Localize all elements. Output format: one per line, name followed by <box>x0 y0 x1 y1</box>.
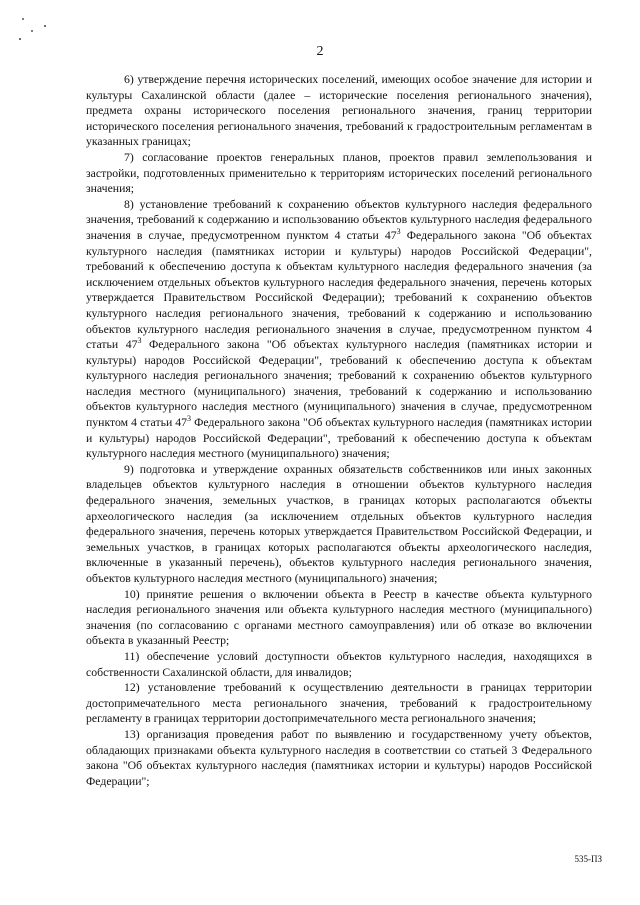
scan-speck <box>44 25 46 27</box>
document-code: 535-ПЗ <box>574 854 602 864</box>
paragraph-text: 8) установление требований к сохранению объектов культурного наследия федерального значения, требований к содержанию и использованию объектов культурного наследия федерального значения в случае, предусмотренном пунктом 4 статьи 47 <box>86 197 592 242</box>
paragraph-item-12: 12) установление требований к осуществлению деятельности в границах территории достопримечательного места регионального значения, требований к градостроительному регламенту в границах территории достопримечательного места регионального значения; <box>86 681 592 726</box>
scan-speck <box>19 38 21 40</box>
page-number: 2 <box>316 44 324 59</box>
paragraph-item-7: 7) согласование проектов генеральных планов, проектов правил землепользования и застройки, подготовленных применительно к территориям исторических поселений регионального значения; <box>86 150 592 196</box>
paragraph-item-6: 6) утверждение перечня исторических поселений, имеющих особое значение для истории и культуры Сахалинской области (далее – исторические поселения регионального значения), предмета охраны исторического поселения регионального значения, границ территории исторического поселения регионального значения, требований к градостроительным регламентам в указанных границах; <box>86 73 592 149</box>
article-superscript: 3 <box>187 414 192 424</box>
paragraph-text: Федерального закона "Об объектах культурного наследия (памятниках истории и культуры) народов Российской Федерации", требований к обеспечению доступа к объектам культурного наследия местного (муниципального) значения; <box>86 416 592 461</box>
document-body <box>86 72 592 789</box>
scan-speck <box>22 18 24 20</box>
paragraph-item-10: 10) принятие решения о включении объекта в Реестр в качестве объекта культурного наследия регионального значения или объекта культурного наследия местного (муниципального) значения (по согласованию с органами местного самоуправления) или об отказе во включении объекта в указанный Реестр; <box>86 587 592 648</box>
paragraph-item-11: 11) обеспечение условий доступности объектов культурного наследия, находящихся в собственности Сахалинской области, для инвалидов; <box>86 649 592 679</box>
article-superscript: 3 <box>137 336 142 346</box>
paragraph-item-8 <box>86 197 592 462</box>
paragraph-text: Федерального закона "Об объектах культурного наследия (памятниках истории и культуры) народов Российской Федерации", требований к обеспечению доступа к объектам культурного наследия регионального значения; требований к сохранению объектов культурного наследия местного (муниципального) значения, требований к содержанию и использованию объектов культурного наследия местного (муниципального) значения в случае, предусмотренном пунктом 4 статьи 47 <box>86 338 593 430</box>
paragraph-text: Федерального закона "Об объектах культурного наследия (памятниках истории и культуры) народов Российской Федерации", требований к обеспечению доступа к объектам культурного наследия федерального значения (за исключением отдельных объектов культурного наследия федерального значения, перечень которых утверждается Правительством Российской Федерации); требований к сохранению объектов культурного наследия регионального значения, требований к содержанию и использованию объектов культурного наследия регионального значения в случае, предусмотренном пунктом 4 статьи 47 <box>86 228 592 352</box>
article-superscript: 3 <box>396 226 401 236</box>
paragraph-item-13: 13) организация проведения работ по выявлению и государственному учету объектов, обладающих признаками объекта культурного наследия в соответствии со статьей 3 Федерального закона "Об объектах культурного наследия (памятниках истории и культуры) народов Российской Федерации"; <box>86 727 592 788</box>
scan-speck <box>31 30 33 32</box>
paragraph-item-9: 9) подготовка и утверждение охранных обязательств собственников или иных законных владельцев объектов культурного наследия в отношении объектов культурного наследия федерального значения, земельных участков, в границах которых располагаются объекты археологического наследия (за исключением отдельных объектов культурного наследия федерального значения, перечень которых утверждается Правительством Российской Федерации, и земельных участков, в границах которых располагаются объекты археологического наследия, включенные в указанный перечень), объектов культурного наследия регионального значения, объектов культурного наследия местного (муниципального) значения; <box>86 462 592 585</box>
